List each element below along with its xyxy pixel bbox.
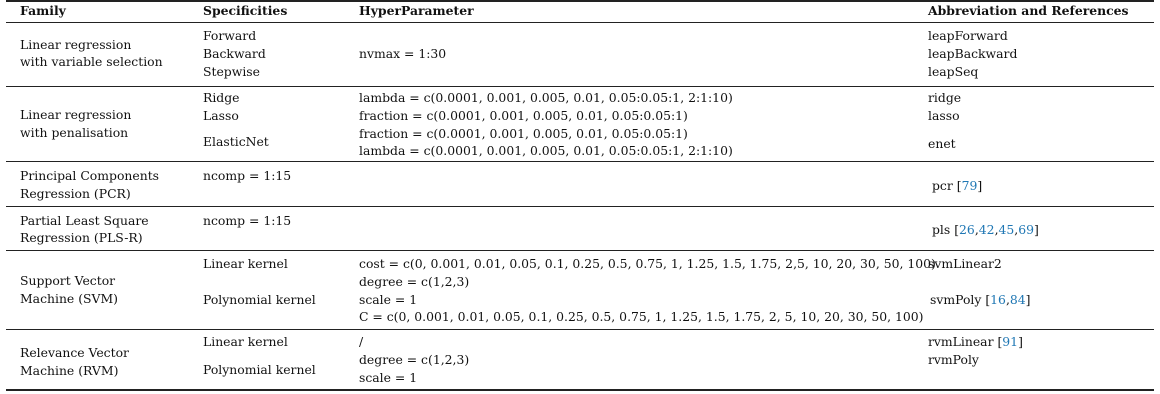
abbreviation-cell: ridge bbox=[928, 90, 962, 105]
specificity-cell: ncomp = 1:15 bbox=[203, 168, 292, 183]
family-cell: with variable selection bbox=[20, 54, 163, 69]
abbreviation-cell: rvmLinear [91] bbox=[928, 334, 1023, 349]
reference-link[interactable]: 79 bbox=[961, 178, 978, 193]
family-cell: Partial Least Square bbox=[20, 213, 149, 228]
hyperparameter-cell: cost = c(0, 0.001, 0.01, 0.05, 0.1, 0.25, 0.5, 0.75, 1, 1.25, 1.5, 1.75, 2,5, 10, 20, 30, 50, 100) bbox=[359, 256, 936, 271]
reference-link[interactable]: 26 bbox=[959, 222, 975, 237]
hyperparameter-cell: fraction = c(0.0001, 0.001, 0.005, 0.01, 0.05:0.05:1) bbox=[359, 126, 688, 141]
hyperparameter-cell: / bbox=[359, 334, 364, 349]
specificity-cell: Stepwise bbox=[203, 64, 260, 79]
header-specificities: Specificities bbox=[203, 3, 288, 18]
abbreviation-cell: leapSeq bbox=[928, 64, 979, 79]
reference-link[interactable]: 69 bbox=[1018, 222, 1035, 237]
family-cell: Regression (PLS-R) bbox=[20, 230, 143, 245]
specificity-cell: Lasso bbox=[203, 108, 239, 123]
hyperparameter-cell: lambda = c(0.0001, 0.001, 0.005, 0.01, 0.05:0.05:1, 2:1:10) bbox=[359, 90, 733, 105]
abbreviation-cell: pls [26,42,45,69] bbox=[932, 222, 1039, 237]
specificity-cell: Backward bbox=[203, 46, 266, 61]
abbreviation-cell: leapBackward bbox=[928, 46, 1018, 61]
hyperparameter-cell: nvmax = 1:30 bbox=[359, 46, 447, 61]
family-cell: Linear regression bbox=[20, 37, 132, 52]
family-cell: Machine (RVM) bbox=[20, 363, 119, 378]
reference-link[interactable]: 16 bbox=[990, 292, 1006, 307]
row-rule bbox=[6, 161, 1154, 162]
hyperparameter-cell: degree = c(1,2,3) bbox=[359, 274, 470, 289]
specificity-cell: ElasticNet bbox=[203, 134, 269, 149]
reference-link[interactable]: 42 bbox=[978, 222, 995, 237]
abbreviation-name: pcr bbox=[932, 178, 953, 193]
abbreviation-cell: svmPoly [16,84] bbox=[930, 292, 1031, 307]
specificity-cell: Polynomial kernel bbox=[203, 362, 316, 377]
hyperparameter-cell: degree = c(1,2,3) bbox=[359, 352, 470, 367]
hyperparameter-cell: scale = 1 bbox=[359, 370, 418, 385]
specificity-cell: Linear kernel bbox=[203, 334, 288, 349]
row-rule bbox=[6, 86, 1154, 87]
abbreviation-cell: leapForward bbox=[928, 28, 1008, 43]
row-rule bbox=[6, 250, 1154, 251]
header-abbreviation: Abbreviation and References bbox=[928, 3, 1129, 18]
specificity-cell: Linear kernel bbox=[203, 256, 288, 271]
abbreviation-name: pls bbox=[932, 222, 951, 237]
abbreviation-cell: enet bbox=[928, 136, 956, 151]
specificity-cell: Forward bbox=[203, 28, 257, 43]
specificity-cell: Polynomial kernel bbox=[203, 292, 316, 307]
family-cell: Linear regression bbox=[20, 107, 132, 122]
abbreviation-cell: rvmPoly bbox=[928, 352, 979, 367]
hyperparameter-cell: fraction = c(0.0001, 0.001, 0.005, 0.01, 0.05:0.05:1) bbox=[359, 108, 688, 123]
header-family: Family bbox=[20, 3, 66, 18]
hyperparameter-cell: lambda = c(0.0001, 0.001, 0.005, 0.01, 0.05:0.05:1, 2:1:10) bbox=[359, 143, 733, 158]
family-cell: Support Vector bbox=[20, 273, 116, 288]
specificity-cell: ncomp = 1:15 bbox=[203, 213, 292, 228]
hyperparameter-cell: scale = 1 bbox=[359, 292, 418, 307]
row-rule bbox=[6, 329, 1154, 330]
abbreviation-cell: svmLinear2 bbox=[928, 256, 1002, 271]
abbreviation-cell: lasso bbox=[928, 108, 960, 123]
family-cell: Relevance Vector bbox=[20, 345, 129, 360]
bottom-rule bbox=[6, 389, 1154, 391]
abbreviation-name: rvmLinear bbox=[928, 334, 994, 349]
family-cell: Machine (SVM) bbox=[20, 291, 118, 306]
abbreviation-cell: pcr [79] bbox=[932, 178, 983, 193]
family-cell: with penalisation bbox=[20, 125, 129, 140]
hyperparameter-cell: C = c(0, 0.001, 0.01, 0.05, 0.1, 0.25, 0.5, 0.75, 1, 1.25, 1.5, 1.75, 2, 5, 10, 20, 30, 50, 100) bbox=[359, 309, 924, 324]
header-hyperparameter: HyperParameter bbox=[359, 3, 474, 18]
family-cell: Principal Components bbox=[20, 168, 160, 183]
reference-link[interactable]: 91 bbox=[1002, 334, 1019, 349]
abbreviation-name: svmPoly bbox=[930, 292, 982, 307]
specificity-cell: Ridge bbox=[203, 90, 240, 105]
model-table bbox=[6, 0, 1154, 392]
row-rule bbox=[6, 206, 1154, 207]
header-rule bbox=[6, 22, 1154, 23]
family-cell: Regression (PCR) bbox=[20, 186, 131, 201]
reference-link[interactable]: 84 bbox=[1009, 292, 1026, 307]
reference-link[interactable]: 45 bbox=[998, 222, 1015, 237]
